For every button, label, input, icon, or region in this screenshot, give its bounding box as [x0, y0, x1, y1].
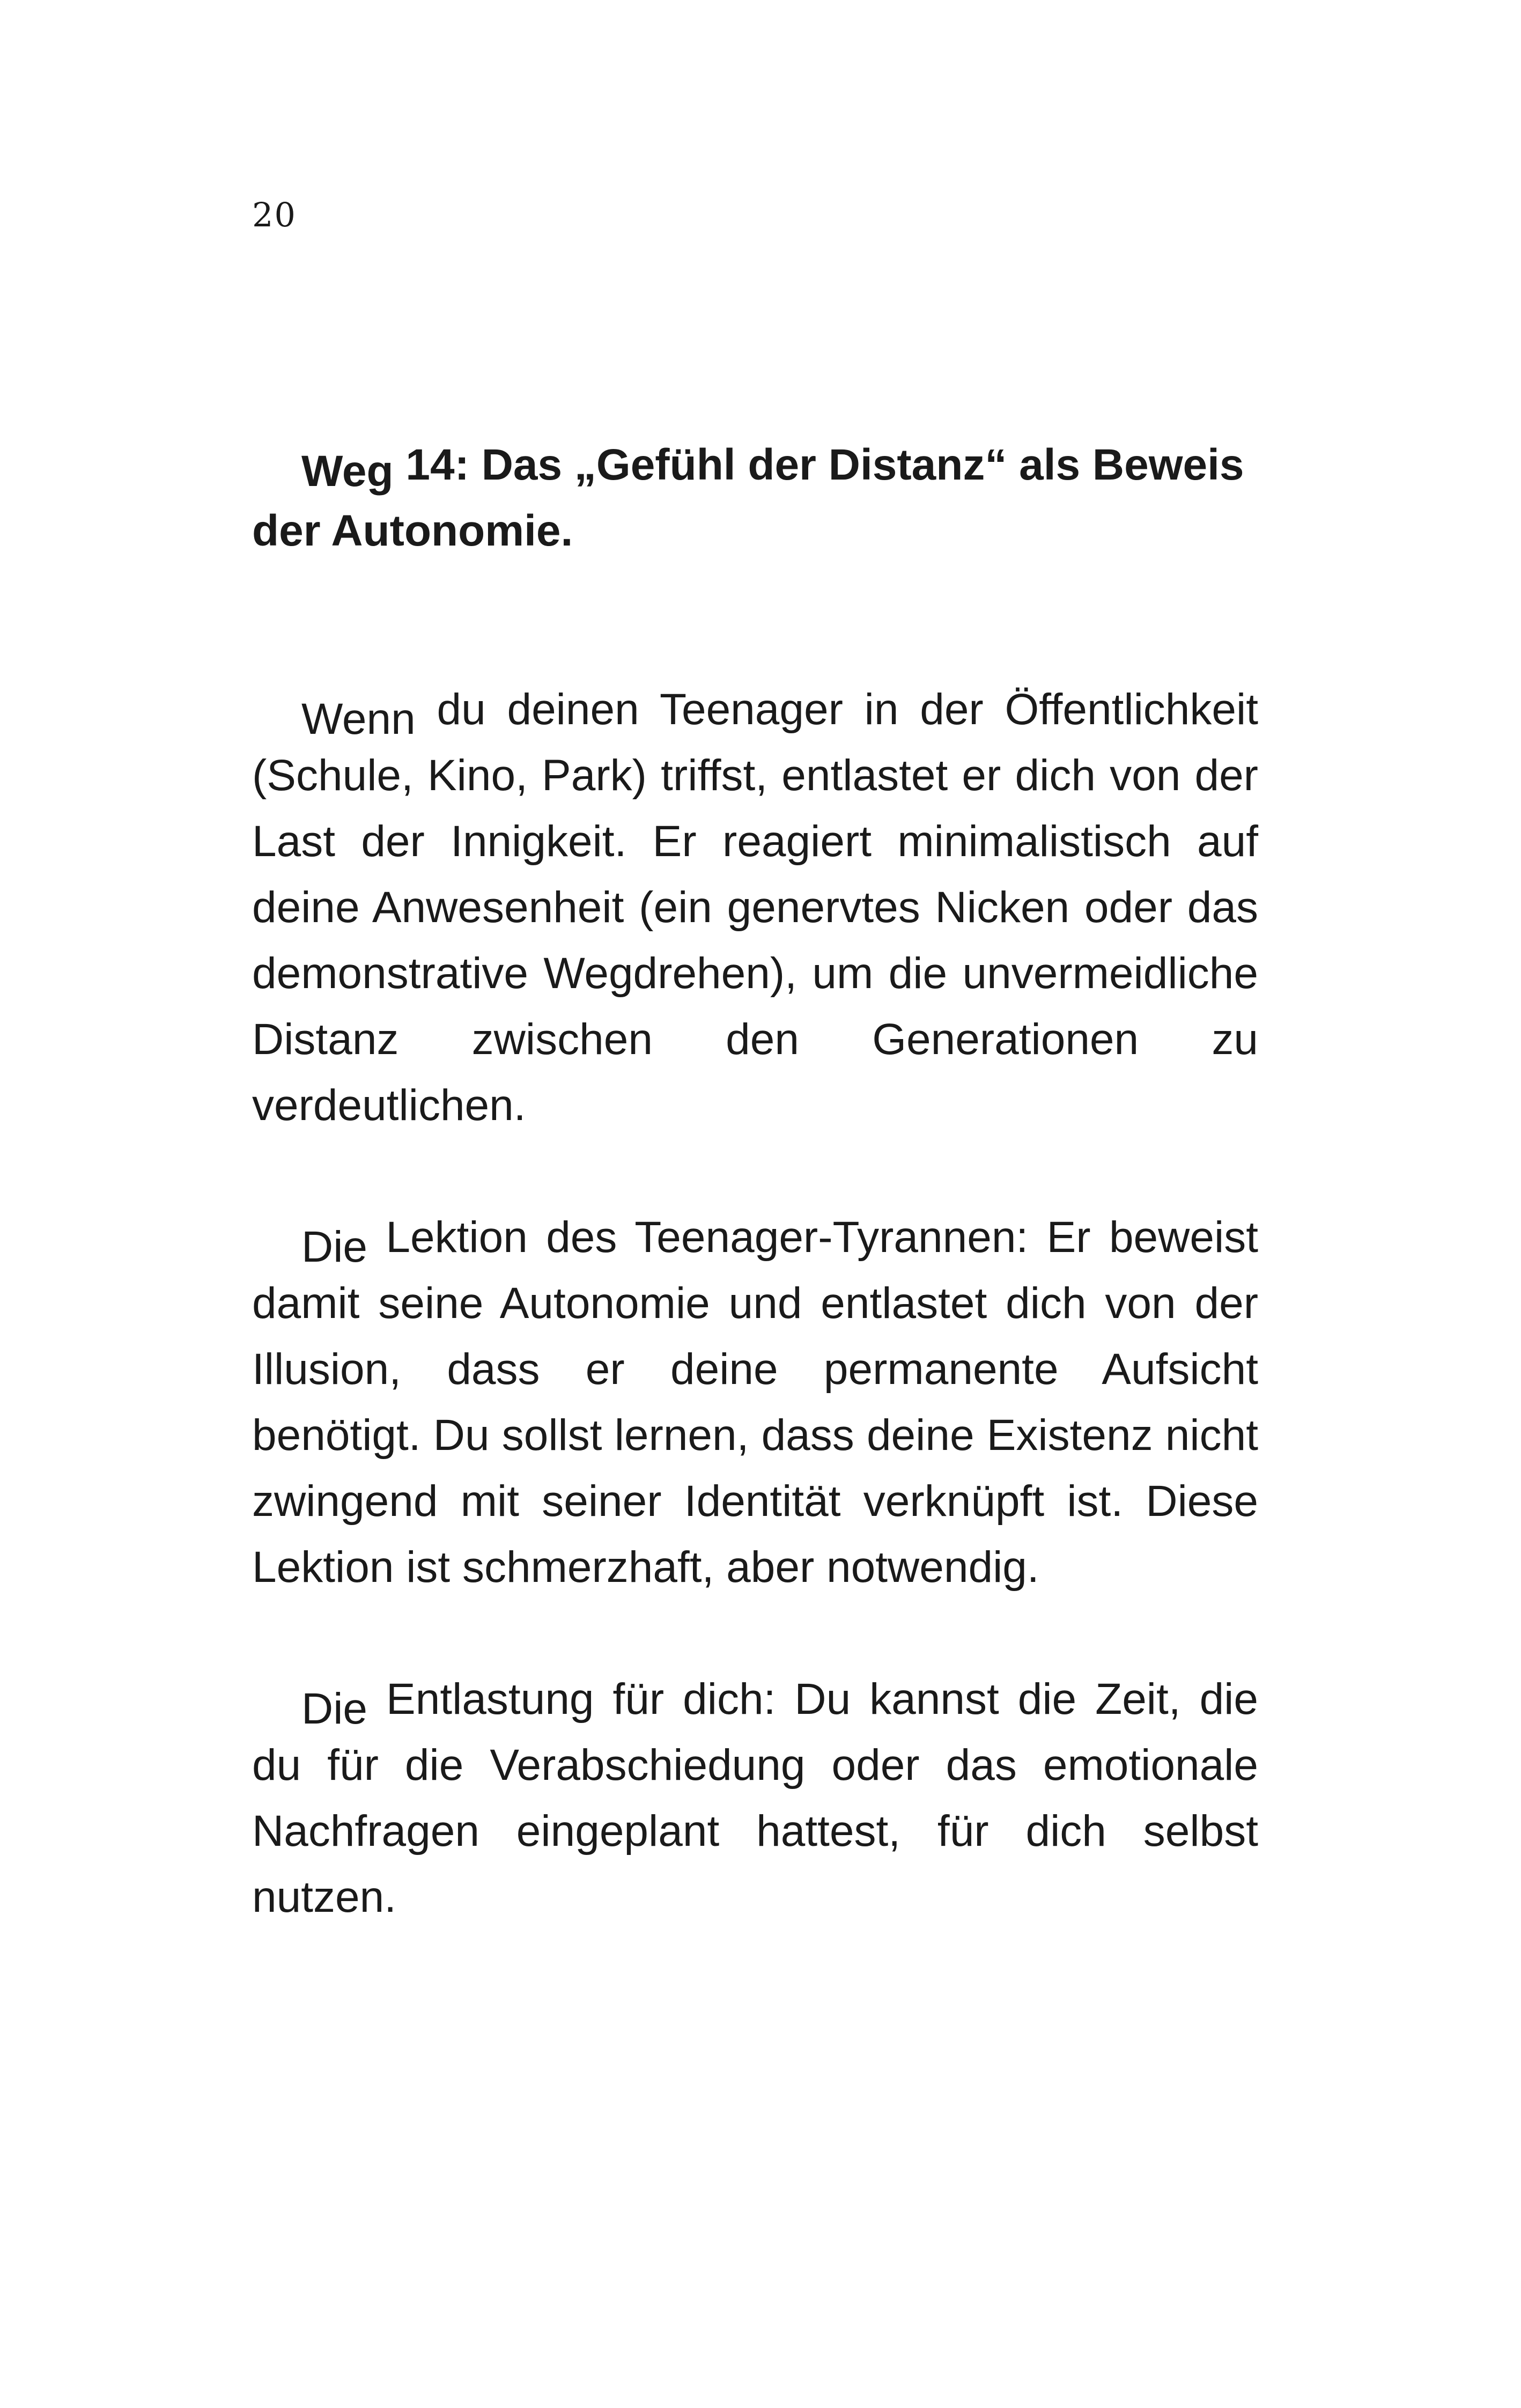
- paragraph-3-lead: Die: [301, 1684, 368, 1733]
- paragraph-1: [252, 676, 1258, 1138]
- section-heading-text: 14: Das „Gefühl der Distanz“ als Beweis der Autonomie.: [252, 440, 1244, 555]
- paragraph-3: [252, 1666, 1258, 1930]
- page-number: 20: [252, 195, 297, 234]
- paragraph-1-lead: Wenn: [301, 695, 416, 743]
- section-heading: [252, 432, 1258, 564]
- section-heading-lead: Weg: [301, 447, 394, 496]
- paragraph-2-text: Lektion des Teenager-Tyrannen: Er beweist damit seine Autonomie und entlastet dich von der Illusion, dass er deine permanente Aufsicht benötigt. Du sollst lernen, dass deine Existenz nicht zwingend mit seiner Identität verknüpft ist. Diese Lektion ist schmerzhaft, aber notwendig.: [252, 1213, 1258, 1592]
- page-content: [252, 432, 1258, 1930]
- paragraph-1-text: du deinen Teenager in der Öffentlichkeit (Schule, Kino, Park) triffst, entlastet er dich von der Last der Innigkeit. Er reagiert minimalistisch auf deine Anwesenheit (ein genervtes Nicken oder das demonstrative Wegdrehen), um die unvermeidliche Distanz zwischen den Generationen zu verdeutlichen.: [252, 685, 1258, 1130]
- paragraph-2: [252, 1204, 1258, 1600]
- paragraph-2-lead: Die: [301, 1223, 368, 1271]
- paragraph-3-text: Entlastung für dich: Du kannst die Zeit, die du für die Verabschiedung oder das emotionale Nachfragen eingeplant hattest, für dich selbst nutzen.: [252, 1675, 1258, 1921]
